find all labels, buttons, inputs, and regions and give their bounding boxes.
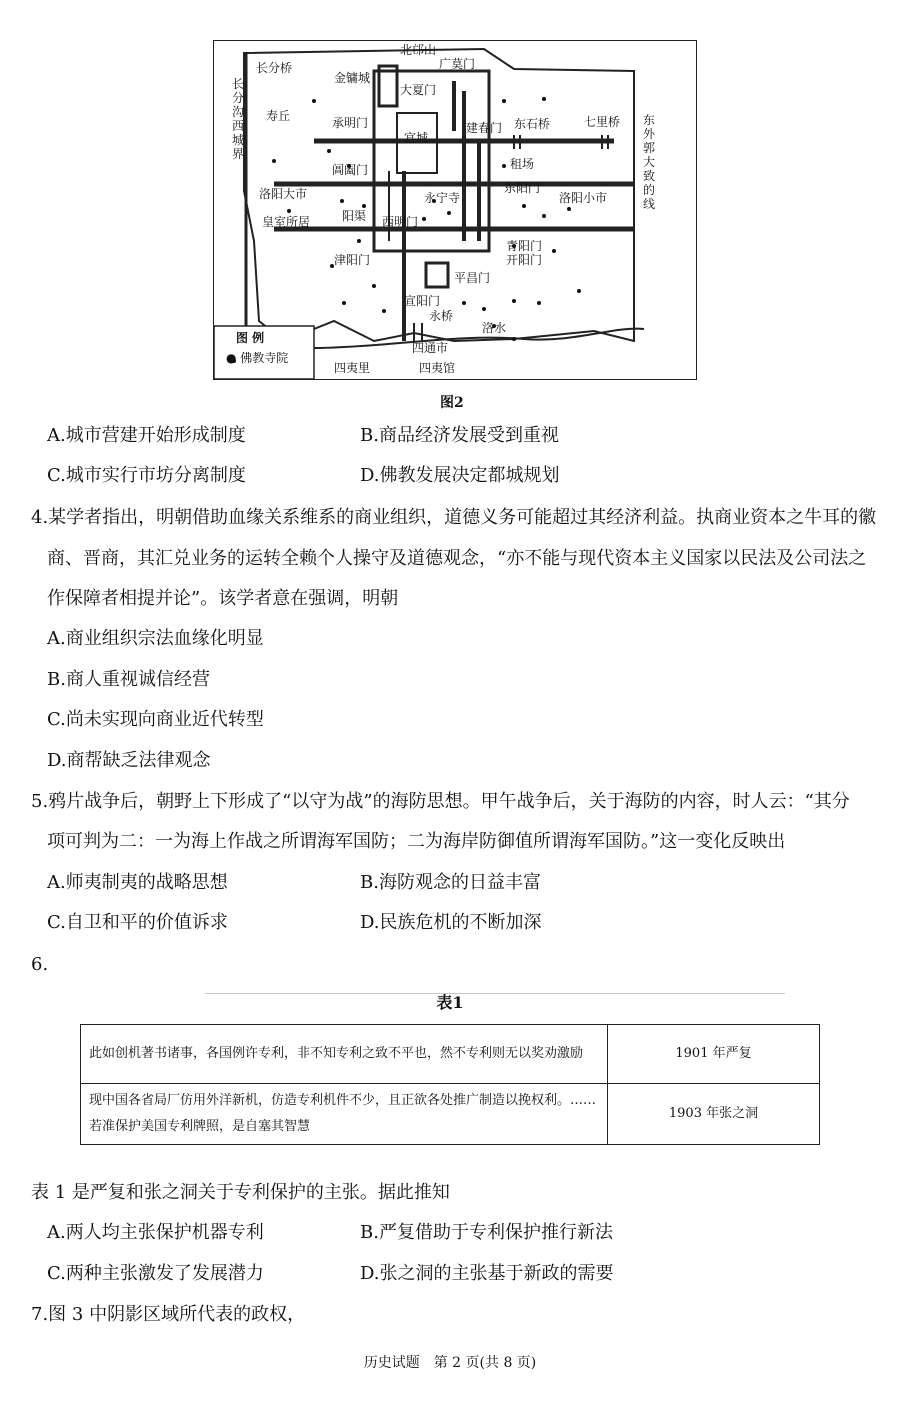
q6-stem: 表 1 是严复和张之洞关于专利保护的主张。据此推知 bbox=[31, 1182, 450, 1203]
label-yongningsi: 永宁寺 bbox=[424, 191, 461, 205]
table-cell-quote-2: 现中国各省局厂仿用外洋新机，仿造专利机件不少，且正欲各处推广制造以挽权利。……若准保护美国专利牌照，是自塞其智慧 bbox=[81, 1084, 608, 1145]
table-cell-quote-1: 此如创机著书诸事，各国例许专利，非不知专利之致不平也，然不专利则无以奖劝激励 bbox=[81, 1025, 608, 1084]
table-1-title: 表1 bbox=[436, 993, 464, 1012]
q5-option-a: A.师夷制夷的战略思想 bbox=[47, 872, 228, 893]
label-jianchunmen: 建春门 bbox=[466, 121, 503, 135]
q4-option-a: A.商业组织宗法血缘化明显 bbox=[47, 628, 264, 649]
label-changfenqiao: 长分桥 bbox=[256, 61, 293, 75]
label-dongwaiguo: 东外郭大致的线 bbox=[642, 113, 655, 211]
label-shouqiu: 寿丘 bbox=[266, 109, 291, 123]
label-changhemen: 阊阖门 bbox=[332, 163, 369, 177]
label-chengmingmen: 承明门 bbox=[332, 116, 369, 130]
q7-stem-line-1: 7.图 3 中阴影区域所代表的政权， bbox=[31, 1304, 306, 1325]
label-beimangshan: 北邙山 bbox=[400, 43, 437, 57]
figure-2-map bbox=[213, 40, 697, 380]
label-gongcheng: 宫城 bbox=[404, 131, 429, 145]
figure-2-caption: 图2 bbox=[440, 395, 464, 411]
q3-option-c: C.城市实行市坊分离制度 bbox=[47, 465, 246, 486]
label-huangshisuoju: 皇室所居 bbox=[262, 215, 311, 229]
label-daxiamen: 大夏门 bbox=[400, 83, 437, 97]
label-xuanyangmen: 宣阳门 bbox=[404, 294, 441, 308]
legend-item: ● 佛教寺院 bbox=[226, 351, 289, 365]
label-changfengou: 长分沟西城界 bbox=[231, 77, 244, 161]
q6-number: 6. bbox=[31, 954, 49, 975]
q5-stem-line-1: 5.鸦片战争后，朝野上下形成了“以守为战”的海防思想。甲午战争后，关于海防的内容，时人云：“其分 bbox=[31, 791, 850, 812]
legend-item-label: 佛教寺院 bbox=[240, 351, 289, 365]
label-sitongshi: 四通市 bbox=[412, 341, 449, 355]
label-yangqu: 阳渠 bbox=[342, 209, 367, 223]
label-ximingmen: 西明门 bbox=[382, 215, 419, 229]
label-luoshui: 洛水 bbox=[482, 321, 507, 335]
q4-stem-line-2: 商、晋商，其汇兑业务的运转全赖个人操守及道德观念，“亦不能与现代资本主义国家以民法及公司法之 bbox=[47, 548, 867, 569]
label-yongqiao: 永桥 bbox=[429, 309, 454, 323]
table-1 bbox=[80, 1024, 820, 1145]
q6-option-d: D.张之洞的主张基于新政的需要 bbox=[360, 1263, 614, 1284]
q5-option-b: B.海防观念的日益丰富 bbox=[360, 872, 541, 893]
q3-option-d: D.佛教发展决定都城规划 bbox=[360, 465, 560, 486]
label-luoyangdashi: 洛阳大市 bbox=[259, 187, 308, 201]
label-qingyangmen: 青阳门 bbox=[506, 239, 543, 253]
label-zuchang: 租场 bbox=[510, 157, 535, 171]
map-drawing bbox=[214, 41, 696, 379]
q6-option-b: B.严复借助于专利保护推行新法 bbox=[360, 1222, 613, 1243]
q6-option-c: C.两种主张激发了发展潜力 bbox=[47, 1263, 264, 1284]
label-dongshiqiao: 东石桥 bbox=[514, 117, 551, 131]
page-footer: 历史试题 第 2 页(共 8 页) bbox=[363, 1355, 537, 1371]
label-dongyangmen: 东阳门 bbox=[504, 181, 541, 195]
q3-option-b: B.商品经济发展受到重视 bbox=[360, 425, 559, 446]
label-pingchangmen: 平昌门 bbox=[454, 271, 491, 285]
label-kaiyangmen: 开阳门 bbox=[506, 253, 543, 267]
table-cell-source-2: 1903 年张之洞 bbox=[608, 1084, 820, 1145]
label-jinyangmen: 津阳门 bbox=[334, 253, 371, 267]
q4-option-c: C.尚未实现向商业近代转型 bbox=[47, 709, 264, 730]
table-row bbox=[81, 1025, 820, 1084]
label-qiliqiao: 七里桥 bbox=[584, 115, 621, 129]
label-jinyongcheng: 金镛城 bbox=[334, 71, 371, 85]
q5-option-c: C.自卫和平的价值诉求 bbox=[47, 912, 228, 933]
table-cell-source-1: 1901 年严复 bbox=[608, 1025, 820, 1084]
table-row bbox=[81, 1084, 820, 1145]
label-guangmomen: 广莫门 bbox=[439, 57, 476, 71]
label-siyili: 四夷里 bbox=[334, 361, 371, 375]
q5-stem-line-2: 项可判为二：一为海上作战之所谓海军国防；二为海岸防御值所谓海军国防。”这一变化反映出 bbox=[47, 831, 786, 852]
q4-stem-line-3: 作保障者相提并论”。该学者意在强调，明朝 bbox=[47, 588, 399, 609]
legend-title: 图 例 bbox=[236, 331, 265, 345]
q4-option-b: B.商人重视诚信经营 bbox=[47, 669, 210, 690]
q5-option-d: D.民族危机的不断加深 bbox=[360, 912, 542, 933]
label-luoyangxiaoshi: 洛阳小市 bbox=[559, 191, 608, 205]
q3-option-a: A.城市营建开始形成制度 bbox=[47, 425, 246, 446]
q6-option-a: A.两人均主张保护机器专利 bbox=[47, 1222, 264, 1243]
q4-stem-line-1: 4.某学者指出，明朝借助血缘关系维系的商业组织，道德义务可能超过其经济利益。执商业资本之牛耳的徽 bbox=[31, 507, 877, 528]
q4-option-d: D.商帮缺乏法律观念 bbox=[47, 750, 211, 771]
label-siyiguan: 四夷馆 bbox=[419, 361, 456, 375]
